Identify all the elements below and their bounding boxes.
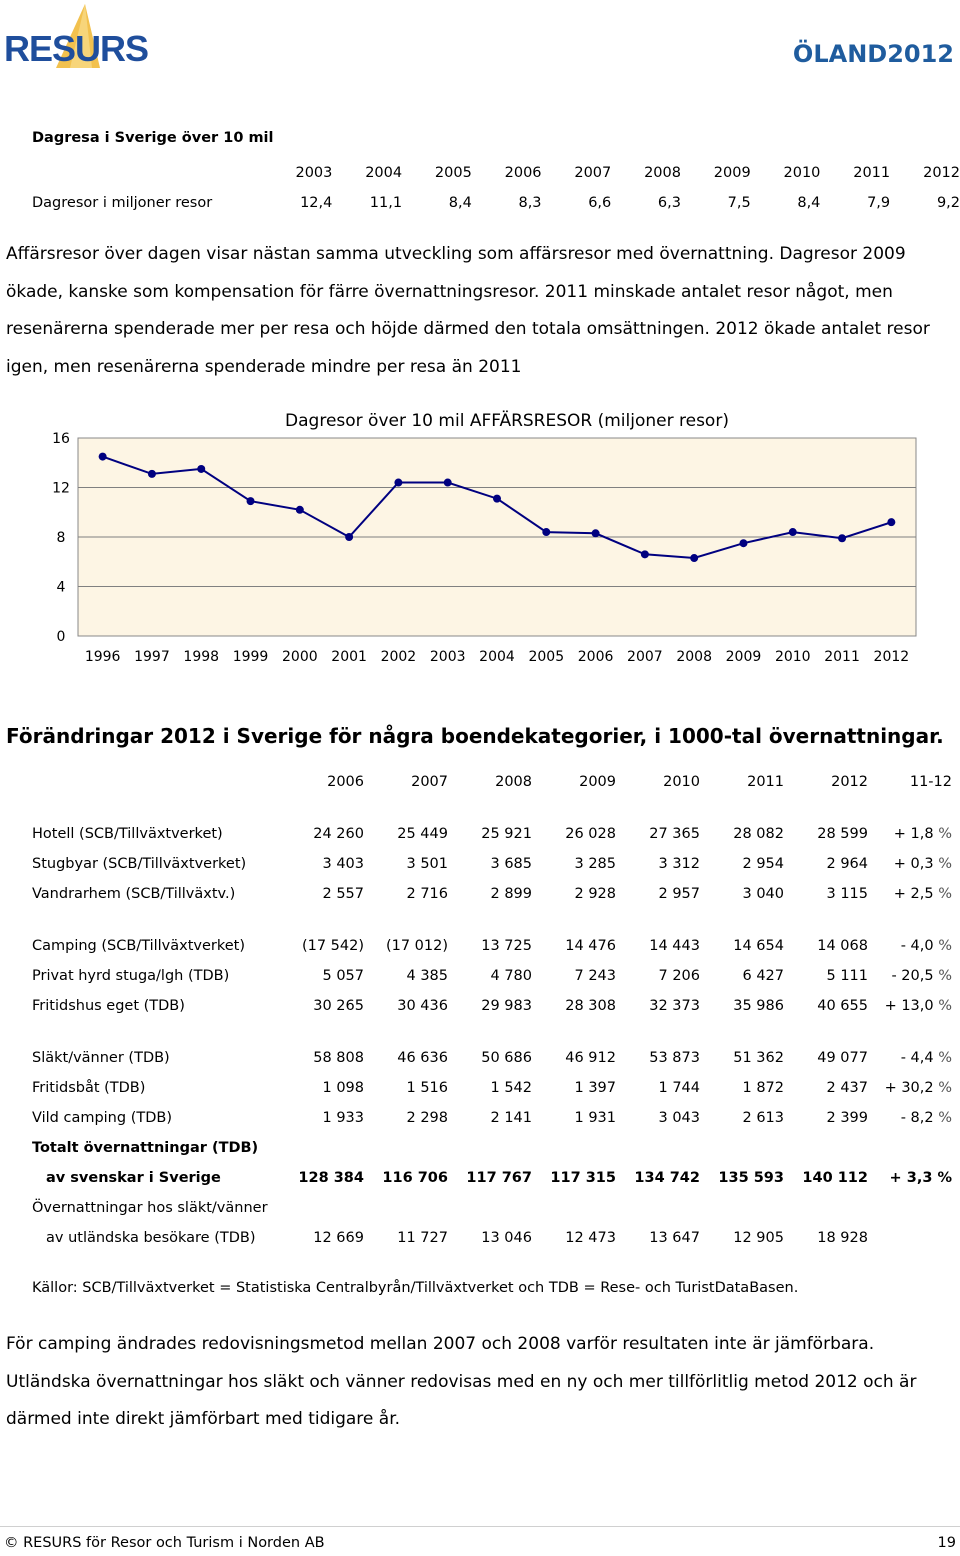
cell-value: 14 443 — [649, 938, 700, 954]
data-point — [690, 554, 698, 562]
cell-value: 8,4 — [448, 195, 472, 211]
year-header: 2006 — [504, 165, 542, 181]
cell-value: 3 040 — [742, 886, 784, 902]
x-tick-label: 2003 — [429, 649, 466, 665]
header-blank — [32, 767, 280, 797]
percent-unit: % — [938, 1080, 952, 1096]
x-tick-label: 2008 — [676, 649, 712, 665]
cell-value: 53 873 — [649, 1050, 700, 1066]
cell-value: 2 957 — [658, 886, 700, 902]
cell-value: 7,9 — [867, 195, 891, 211]
year-header: 2007 — [574, 165, 612, 181]
day-trips-row — [32, 188, 960, 218]
cell-value: 140 112 — [802, 1170, 868, 1186]
cell-value: 12 905 — [733, 1230, 784, 1246]
cell-value: 13 647 — [649, 1230, 700, 1246]
percent-unit: % — [938, 886, 952, 902]
x-tick-label: 1997 — [134, 649, 170, 665]
percent-unit: % — [938, 826, 952, 842]
cell-value: 26 028 — [565, 826, 616, 842]
data-point — [542, 528, 550, 536]
year-header: 2004 — [365, 165, 403, 181]
cell-value: 18 928 — [817, 1230, 868, 1246]
spacer-row — [32, 909, 952, 931]
x-tick-label: 2005 — [528, 649, 565, 665]
data-point — [444, 479, 452, 487]
cell-value: 12 669 — [313, 1230, 364, 1246]
data-point — [641, 550, 649, 558]
spacer-row — [32, 797, 952, 819]
cell-value: 1 933 — [322, 1110, 364, 1126]
cell-value: 50 686 — [481, 1050, 532, 1066]
cell-value: 2 557 — [322, 886, 364, 902]
data-point — [197, 465, 205, 473]
year-header: 2003 — [295, 165, 333, 181]
x-tick-label: 1999 — [232, 649, 269, 665]
data-point — [493, 495, 501, 503]
accommodation-title: Förändringar 2012 i Sverige för några boendekategorier, i 1000-tal övernattningar. — [6, 724, 944, 748]
spacer-row — [32, 1021, 952, 1043]
cell-value: 28 082 — [733, 826, 784, 842]
cell-value: 35 986 — [733, 998, 784, 1014]
change-cell: - 8,2 % — [900, 1110, 952, 1126]
data-point — [247, 497, 255, 505]
cell-value: 40 655 — [817, 998, 868, 1014]
year-header: 2010 — [783, 165, 821, 181]
x-tick-label: 2009 — [725, 649, 762, 665]
cell-value: 134 742 — [634, 1170, 700, 1186]
table-row — [32, 1043, 952, 1073]
data-point — [592, 529, 600, 537]
cell-value: 3 115 — [826, 886, 868, 902]
header-blank — [32, 158, 263, 188]
data-point — [838, 534, 846, 542]
year-header: 2011 — [747, 774, 784, 790]
cell-value: 3 685 — [490, 856, 532, 872]
day-trips-table — [32, 158, 960, 218]
row-label: Släkt/vänner (TDB) — [32, 1050, 170, 1066]
paragraph-business-trips: Affärsresor över dagen visar nästan samma utveckling som affärsresor med övernattning. Dagresor 2009 ökade, kanske som kompensation för färre övernattningsresor. 2011 minskade antalet resor något, men resenärerna spenderade mer per resa och höjde därmed den totala omsättningen. 2012 ökade antalet resor igen, men resenärerna spenderade mindre per resa än 2011 — [6, 244, 930, 377]
table-row — [32, 879, 952, 909]
percent-unit: % — [938, 938, 952, 954]
cell-value: 1 872 — [742, 1080, 784, 1096]
data-point — [394, 479, 402, 487]
cell-value: 3 501 — [406, 856, 448, 872]
cell-value: 6,3 — [657, 195, 681, 211]
year-header: 2008 — [644, 165, 681, 181]
y-tick-label: 4 — [56, 579, 66, 596]
data-point — [345, 533, 353, 541]
year-header: 2006 — [327, 774, 364, 790]
x-tick-label: 1996 — [84, 649, 121, 665]
row-label: Fritidsbåt (TDB) — [32, 1080, 146, 1096]
spacer-cell — [32, 1021, 952, 1043]
cell-value: 32 373 — [649, 998, 700, 1014]
row-label: Privat hyrd stuga/lgh (TDB) — [32, 968, 230, 984]
data-point — [296, 506, 304, 514]
cell-value: 29 983 — [481, 998, 532, 1014]
x-tick-label: 2011 — [824, 649, 860, 665]
change-cell: - 4,0 % — [900, 938, 952, 954]
x-tick-label: 2000 — [282, 649, 318, 665]
cell-value: 25 449 — [397, 826, 448, 842]
sources-note: Källor: SCB/Tillväxtverket = Statistiska Centralbyrån/Tillväxtverket och TDB = Rese- och TuristDataBasen. — [32, 1280, 799, 1296]
cell-value: 2 716 — [406, 886, 448, 902]
row-label: Stugbyar (SCB/Tillväxtverket) — [32, 856, 247, 872]
percent-unit: % — [938, 856, 952, 872]
cell-value: 5 057 — [322, 968, 364, 984]
row-label: Hotell (SCB/Tillväxtverket) — [32, 826, 223, 842]
x-tick-label: 2004 — [479, 649, 515, 665]
cell-value: 58 808 — [313, 1050, 364, 1066]
change-cell: - 20,5 % — [891, 968, 952, 984]
cell-value: 46 636 — [397, 1050, 448, 1066]
cell-value: (17 542) — [301, 938, 364, 954]
cell-value: 14 654 — [733, 938, 784, 954]
percent-unit: % — [938, 968, 952, 984]
paragraph-notes: För camping ändrades redovisningsmetod mellan 2007 och 2008 varför resultaten inte är jämförbara. Utländska övernattningar hos släkt och vänner redovisas med en ny och mer tillförlitlig metod 2012 och är därmed inte direkt jämförbart med tidigare år. — [6, 1334, 917, 1429]
row-label: Vandrarhem (SCB/Tillväxtv.) — [32, 886, 236, 902]
cell-value: 2 928 — [574, 886, 616, 902]
cell-value: 5 111 — [826, 968, 868, 984]
cell-value: 30 436 — [397, 998, 448, 1014]
cell-value: 6,6 — [588, 195, 612, 211]
cell-value: 3 403 — [322, 856, 364, 872]
cell-value: 27 365 — [649, 826, 700, 842]
year-header: 2009 — [713, 165, 751, 181]
logo-text: RESURS — [4, 28, 149, 69]
cell-value: 6 427 — [742, 968, 784, 984]
year-header: 2010 — [663, 774, 700, 790]
cell-value: 2 437 — [826, 1080, 868, 1096]
header-row — [32, 767, 952, 797]
cell-value: 1 397 — [574, 1080, 616, 1096]
cell-value: 7 243 — [574, 968, 616, 984]
table-row — [32, 819, 952, 849]
cell-value: 14 068 — [817, 938, 868, 954]
total-label: Totalt övernattningar (TDB) — [32, 1140, 259, 1156]
year-header: 2012 — [831, 774, 868, 790]
cell-value: 51 362 — [733, 1050, 784, 1066]
percent-unit: % — [938, 1050, 952, 1066]
change-cell: + 30,2 % — [884, 1080, 952, 1096]
data-point — [739, 539, 747, 547]
cell-value: 1 931 — [574, 1110, 616, 1126]
total-label-row — [32, 1133, 952, 1163]
x-tick-label: 2002 — [380, 649, 417, 665]
cell-value: 1 516 — [406, 1080, 448, 1096]
year-header: 11-12 — [909, 774, 952, 790]
cell-value: 12,4 — [300, 195, 333, 211]
cell-value: 25 921 — [481, 826, 532, 842]
cell-value: 8,4 — [797, 195, 821, 211]
total-row — [32, 1163, 952, 1193]
cell-value: 2 899 — [490, 886, 532, 902]
page-header-title: ÖLAND2012 — [792, 40, 954, 68]
x-tick-label: 2012 — [873, 649, 910, 665]
cell-value: 116 706 — [382, 1170, 448, 1186]
cell-value: 2 613 — [742, 1110, 784, 1126]
footer-divider — [0, 1526, 960, 1527]
cell-value: 24 260 — [313, 826, 364, 842]
year-header: 2012 — [923, 165, 960, 181]
change-cell: + 2,5 % — [893, 886, 952, 902]
business-day-trips-chart — [0, 400, 960, 680]
foreign-row — [32, 1223, 952, 1253]
change-cell: + 0,3 % — [893, 856, 952, 872]
cell-value: 117 315 — [550, 1170, 616, 1186]
cell-value: 1 744 — [658, 1080, 700, 1096]
table-row — [32, 849, 952, 879]
change-cell: + 1,8 % — [893, 826, 952, 842]
cell-value: 2 954 — [742, 856, 784, 872]
cell-value: (17 012) — [385, 938, 448, 954]
year-header: 2011 — [853, 165, 891, 181]
total-sub-label: av svenskar i Sverige — [46, 1170, 221, 1186]
row-label: Fritidshus eget (TDB) — [32, 998, 185, 1014]
table-row — [32, 931, 952, 961]
cell-value: 13 046 — [481, 1230, 532, 1246]
cell-value: 12 473 — [565, 1230, 616, 1246]
year-header: 2005 — [434, 165, 472, 181]
foreign-label: Övernattningar hos släkt/vänner — [32, 1200, 268, 1216]
footer-copyright: © RESURS för Resor och Turism i Norden AB — [4, 1535, 325, 1551]
cell-value: 128 384 — [298, 1170, 364, 1186]
foreign-sub-label: av utländska besökare (TDB) — [46, 1230, 256, 1246]
cell-value: 7 206 — [658, 968, 700, 984]
change-cell: - 4,4 % — [900, 1050, 952, 1066]
cell-value: 30 265 — [313, 998, 364, 1014]
y-tick-label: 0 — [56, 629, 66, 645]
spacer-cell — [32, 797, 952, 819]
page-number: 19 — [937, 1535, 956, 1551]
data-point — [887, 518, 895, 526]
table-row — [32, 961, 952, 991]
cell-value: 117 767 — [466, 1170, 532, 1186]
data-point — [99, 453, 107, 461]
cell-value: 7,5 — [727, 195, 751, 211]
cell-value: 3 285 — [574, 856, 616, 872]
cell-value: 49 077 — [817, 1050, 868, 1066]
cell-value: 3 043 — [658, 1110, 700, 1126]
cell-value: 1 098 — [322, 1080, 364, 1096]
cell-value: 28 599 — [817, 826, 868, 842]
cell-value: 2 298 — [406, 1110, 448, 1126]
cell-value: 4 780 — [490, 968, 532, 984]
x-tick-label: 2007 — [627, 649, 663, 665]
cell-value: 46 912 — [565, 1050, 616, 1066]
cell-value: 14 476 — [565, 938, 616, 954]
row-label: Camping (SCB/Tillväxtverket) — [32, 938, 246, 954]
logo — [2, 2, 149, 72]
change-cell: + 3,3 % — [889, 1170, 952, 1186]
foreign-label-row — [32, 1193, 952, 1223]
year-header: 2008 — [495, 774, 532, 790]
x-tick-label: 1998 — [183, 649, 220, 665]
cell-value: 11,1 — [369, 195, 403, 211]
spacer-cell — [32, 909, 952, 931]
cell-value: 28 308 — [565, 998, 616, 1014]
percent-unit: % — [938, 998, 952, 1014]
cell-value: 2 141 — [490, 1110, 532, 1126]
chart-title: Dagresor över 10 mil AFFÄRSRESOR (miljoner resor) — [285, 411, 729, 431]
day-trips-title: Dagresa i Sverige över 10 mil — [32, 130, 274, 146]
cell-value: 9,2 — [936, 195, 960, 211]
change-cell — [868, 1223, 952, 1253]
cell-value: 4 385 — [406, 968, 448, 984]
cell-value: 1 542 — [490, 1080, 532, 1096]
cell-value: 135 593 — [718, 1170, 784, 1186]
x-tick-label: 2006 — [577, 649, 614, 665]
cell-value: 3 312 — [658, 856, 700, 872]
x-tick-label: 2010 — [774, 649, 811, 665]
cell-value: 8,3 — [518, 195, 542, 211]
year-header: 2009 — [579, 774, 616, 790]
day-trips-header-row — [32, 158, 960, 188]
cell-value: 2 964 — [826, 856, 868, 872]
table-row — [32, 1073, 952, 1103]
table-row — [32, 991, 952, 1021]
row-label: Dagresor i miljoner resor — [32, 195, 213, 211]
year-header: 2007 — [411, 774, 448, 790]
cell-value: 2 399 — [826, 1110, 868, 1126]
x-tick-label: 2001 — [331, 649, 367, 665]
change-cell: + 13,0 % — [884, 998, 952, 1014]
y-tick-label: 8 — [56, 530, 66, 546]
table-row — [32, 1103, 952, 1133]
y-tick-label: 16 — [52, 431, 70, 447]
percent-unit: % — [938, 1110, 952, 1126]
cell-value: 11 727 — [397, 1230, 448, 1246]
accommodation-table — [32, 767, 952, 1253]
data-point — [789, 528, 797, 536]
y-tick-label: 12 — [52, 480, 70, 497]
data-point — [148, 470, 156, 478]
row-label: Vild camping (TDB) — [32, 1110, 172, 1126]
cell-value: 13 725 — [481, 938, 532, 954]
